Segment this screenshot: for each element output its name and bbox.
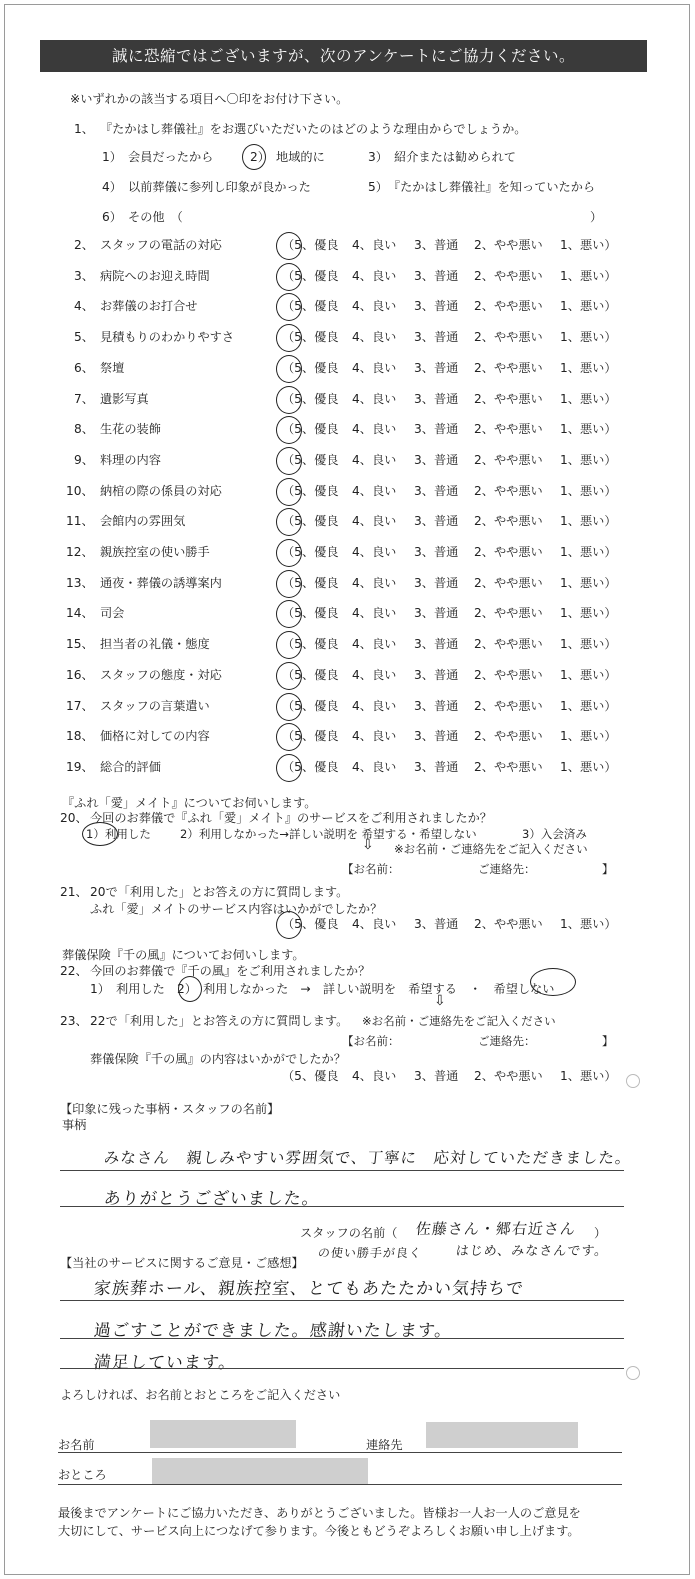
q20-option-1[interactable]: 1）利用した	[86, 827, 151, 841]
opinion-handwriting-2: 過ごすことができました。感謝いたします。	[92, 1321, 454, 1341]
rating-row-8-option-5[interactable]: （5、優良	[282, 422, 339, 437]
q1-number: 1、	[74, 122, 94, 136]
q1-option-3[interactable]: 3） 紹介または勧められて	[368, 150, 516, 164]
rating-choice-circle	[276, 447, 302, 475]
q20-number: 20、	[60, 811, 88, 825]
rating-row-4-option-4[interactable]: 4、良い	[352, 299, 397, 314]
q1-option-2[interactable]: 2） 地域的に	[250, 150, 325, 164]
q20-option-3[interactable]: 3）入会済み	[522, 827, 587, 841]
writing-line	[60, 1170, 624, 1171]
rating-row-10-option-4[interactable]: 4、良い	[352, 483, 397, 498]
q21-option-4[interactable]: 4、良い	[352, 917, 397, 931]
q23-number: 23、	[60, 1014, 88, 1028]
writing-line	[60, 1300, 624, 1301]
rating-row-13-option-2[interactable]: 2、やや悪い	[474, 575, 543, 590]
address-line	[58, 1484, 622, 1485]
rating-row-16-option-4[interactable]: 4、良い	[352, 667, 397, 682]
rating-row-11-option-5[interactable]: （5、優良	[282, 514, 339, 529]
punch-hole	[626, 1074, 640, 1088]
rating-row-16-option-1[interactable]: 1、悪い）	[560, 667, 617, 682]
q1-text: 『たかはし葬儀社』をお選びいただいたのはどのような理由からでしょうか。	[100, 122, 527, 136]
rating-row-8-option-1[interactable]: 1、悪い）	[560, 422, 617, 437]
rating-row-3-option-4[interactable]: 4、良い	[352, 268, 397, 283]
rating-row-13-option-4[interactable]: 4、良い	[352, 575, 397, 590]
rating-row-4-option-3[interactable]: 3、普通	[414, 299, 459, 314]
rating-question-label: スタッフの電話の対応	[100, 238, 222, 252]
rating-question-number: 8、	[74, 422, 94, 437]
rating-row-2-option-2[interactable]: 2、やや悪い	[474, 238, 543, 252]
staff-name-close: ）	[594, 1226, 607, 1240]
rating-row-11-option-4[interactable]: 4、良い	[352, 514, 397, 529]
rating-row-17-option-5[interactable]: （5、優良	[282, 698, 339, 713]
rating-row-14-option-4[interactable]: 4、良い	[352, 606, 397, 621]
rating-question-label: 遺影写真	[100, 391, 149, 406]
rating-row-4-option-1[interactable]: 1、悪い）	[560, 299, 617, 314]
contact-name-label: お名前	[58, 1438, 95, 1452]
rating-question-number: 19、	[66, 759, 94, 774]
rating-row-6-option-5[interactable]: （5、優良	[282, 360, 339, 375]
impression-heading: 【印象に残った事柄・スタッフの名前】	[60, 1102, 280, 1116]
rating-question-number: 7、	[74, 391, 94, 406]
rating-question-label: 生花の装飾	[100, 422, 161, 437]
rating-row-7-option-3[interactable]: 3、普通	[414, 391, 459, 406]
rating-row-6-option-3[interactable]: 3、普通	[414, 360, 459, 375]
rating-question-number: 12、	[66, 545, 94, 559]
opinion-handwriting-3: 満足しています。	[92, 1353, 238, 1373]
rating-row-9-option-4[interactable]: 4、良い	[352, 452, 397, 467]
q23-option-4[interactable]: 4、良い	[352, 1069, 397, 1083]
rating-row-10-option-2[interactable]: 2、やや悪い	[474, 483, 543, 498]
rating-row-6-option-4[interactable]: 4、良い	[352, 360, 397, 375]
q23-name-field[interactable]: 【お名前：	[342, 1034, 400, 1048]
rating-row-19-option-1[interactable]: 1、悪い）	[560, 759, 617, 774]
rating-row-14-option-5[interactable]: （5、優良	[282, 606, 339, 621]
rating-question-label: 親族控室の使い勝手	[100, 545, 210, 559]
rating-row-4-option-5[interactable]: （5、優良	[282, 299, 339, 314]
rating-row-17-option-2[interactable]: 2、やや悪い	[474, 698, 543, 713]
contact-phone-label: 連絡先	[366, 1438, 403, 1452]
rating-row-9-option-2[interactable]: 2、やや悪い	[474, 452, 543, 467]
q23-option-5[interactable]: （5、優良	[282, 1069, 339, 1083]
rating-row-17-option-1[interactable]: 1、悪い）	[560, 698, 617, 713]
q1-option-6-close: ）	[590, 210, 603, 224]
rating-row-12-option-1[interactable]: 1、悪い）	[560, 545, 617, 559]
contact-address-label: おところ	[58, 1468, 107, 1482]
address-redaction	[152, 1458, 368, 1484]
rating-choice-circle	[276, 355, 302, 383]
rating-choice-circle	[276, 416, 302, 444]
rating-row-12-option-5[interactable]: （5、優良	[282, 545, 339, 559]
q22-choice-circle-2	[530, 968, 576, 996]
opinion-handwriting-note-2: はじめ、みなさんです。	[455, 1244, 610, 1259]
impression-handwriting-1: みなさん 親しみやすい雰囲気で、丁寧に 応対していただきました。	[102, 1149, 633, 1167]
writing-line	[60, 1338, 624, 1339]
rating-row-18-option-2[interactable]: 2、やや悪い	[474, 729, 543, 744]
rating-row-2-option-3[interactable]: 3、普通	[414, 238, 459, 252]
rating-row-15-option-5[interactable]: （5、優良	[282, 637, 339, 652]
rating-question-label: 会館内の雰囲気	[100, 514, 186, 529]
rating-question-number: 2、	[74, 238, 94, 252]
q22-choice-circle	[178, 976, 202, 1002]
footer-line-2: 大切にして、サービス向上につなげて参ります。今後ともどうぞよろしくお願い申し上げます。	[58, 1524, 580, 1538]
rating-choice-circle	[276, 631, 302, 659]
q21-text-2: ふれ「愛」メイトのサービス内容はいかがでしたか？	[90, 902, 383, 916]
rating-row-6-option-2[interactable]: 2、やや悪い	[474, 360, 543, 375]
rating-question-number: 18、	[66, 729, 94, 744]
rating-row-18-option-5[interactable]: （5、優良	[282, 729, 339, 744]
rating-row-17-option-4[interactable]: 4、良い	[352, 698, 397, 713]
rating-question-number: 11、	[66, 514, 94, 529]
rating-choice-circle	[276, 478, 302, 506]
rating-row-5-option-1[interactable]: 1、悪い）	[560, 330, 617, 345]
contact-prompt: よろしければ、お名前とおところをご記入ください	[60, 1388, 341, 1402]
name-line	[58, 1452, 622, 1453]
rating-question-number: 5、	[74, 330, 94, 345]
rating-choice-circle	[276, 662, 302, 690]
q20-choice-circle	[82, 822, 118, 846]
rating-row-7-option-2[interactable]: 2、やや悪い	[474, 391, 543, 406]
q20-text: 今回のお葬儀で『ふれ「愛」メイト』のサービスをご利用されましたか？	[90, 811, 492, 825]
rating-question-label: スタッフの言葉遣い	[100, 698, 210, 713]
rating-question-label: 病院へのお迎え時間	[100, 268, 210, 283]
rating-row-12-option-4[interactable]: 4、良い	[352, 545, 397, 559]
rating-row-10-option-3[interactable]: 3、普通	[414, 483, 459, 498]
rating-row-13-option-5[interactable]: （5、優良	[282, 575, 339, 590]
opinion-handwriting-1: 家族葬ホール、親族控室、とてもあたたかい気持ちで	[92, 1279, 525, 1299]
rating-row-8-option-3[interactable]: 3、普通	[414, 422, 459, 437]
rating-row-19-option-5[interactable]: （5、優良	[282, 759, 339, 774]
q23-option-1[interactable]: 1、悪い）	[560, 1069, 617, 1083]
rating-choice-circle	[276, 754, 302, 782]
q20-note: ※お名前・ご連絡先をご記入ください	[394, 842, 588, 856]
writing-line	[60, 1368, 624, 1369]
rating-question-number: 16、	[66, 667, 94, 682]
q21-option-2[interactable]: 2、やや悪い	[474, 917, 543, 931]
rating-question-label: お葬儀のお打合せ	[100, 299, 198, 314]
rating-question-number: 3、	[74, 268, 94, 283]
rating-row-14-option-3[interactable]: 3、普通	[414, 606, 459, 621]
q20-option-2[interactable]: 2）利用しなかった→詳しい説明を 希望する・希望しない	[180, 827, 477, 841]
rating-row-3-option-5[interactable]: （5、優良	[282, 268, 339, 283]
rating-question-label: スタッフの態度・対応	[100, 667, 222, 682]
rating-choice-circle	[276, 693, 302, 721]
impression-handwriting-2: ありがとうございました。	[102, 1189, 321, 1209]
rating-choice-circle	[276, 386, 302, 414]
rating-choice-circle	[276, 570, 302, 598]
rating-question-label: 祭壇	[100, 360, 125, 375]
rating-row-2-option-5[interactable]: （5、優良	[282, 238, 339, 252]
rating-row-3-option-1[interactable]: 1、悪い）	[560, 268, 617, 283]
rating-row-15-option-4[interactable]: 4、良い	[352, 637, 397, 652]
rating-question-number: 13、	[66, 575, 94, 590]
q20-name-field[interactable]: 【お名前：	[342, 862, 400, 876]
punch-hole	[626, 1366, 640, 1380]
rating-question-label: 納棺の際の係員の対応	[100, 483, 222, 498]
rating-question-number: 10、	[66, 483, 94, 498]
q1-choice-circle	[242, 144, 266, 170]
rating-row-19-option-4[interactable]: 4、良い	[352, 759, 397, 774]
rating-question-number: 4、	[74, 299, 94, 314]
q1-option-4[interactable]: 4） 以前葬儀に参列し印象が良かった	[102, 180, 311, 194]
footer-line-1: 最後までアンケートにご協力いただき、ありがとうございました。皆様お一人お一人のご意見を	[58, 1506, 581, 1520]
rating-row-2-option-1[interactable]: 1、悪い）	[560, 238, 617, 252]
q20-bracket-close: 】	[602, 862, 614, 876]
rating-row-18-option-4[interactable]: 4、良い	[352, 729, 397, 744]
instruction-text: ※いずれかの該当する項目へ〇印をお付け下さい。	[70, 92, 349, 106]
q21-text: 20で「利用した」とお答えの方に質問します。	[90, 885, 349, 899]
q22-arrow: ⇩	[434, 993, 446, 1009]
rating-row-8-option-4[interactable]: 4、良い	[352, 422, 397, 437]
rating-row-7-option-1[interactable]: 1、悪い）	[560, 391, 617, 406]
q23-option-2[interactable]: 2、やや悪い	[474, 1069, 543, 1083]
rating-row-12-option-3[interactable]: 3、普通	[414, 545, 459, 559]
q23-bracket-close: 】	[602, 1034, 614, 1048]
rating-question-number: 15、	[66, 637, 94, 652]
rating-row-8-option-2[interactable]: 2、やや悪い	[474, 422, 543, 437]
rating-question-number: 6、	[74, 360, 94, 375]
rating-row-5-option-5[interactable]: （5、優良	[282, 330, 339, 345]
rating-choice-circle	[276, 263, 302, 291]
impression-subheading: 事柄	[62, 1118, 87, 1132]
rating-choice-circle	[276, 232, 302, 260]
rating-row-12-option-2[interactable]: 2、やや悪い	[474, 545, 543, 559]
phone-redaction	[426, 1422, 578, 1448]
survey-banner: 誠に恐縮ではございますが、次のアンケートにご協力ください。	[40, 40, 647, 72]
rating-row-11-option-3[interactable]: 3、普通	[414, 514, 459, 529]
q1-option-6[interactable]: 6） その他 （	[102, 210, 183, 224]
staff-name-label: スタッフの名前（	[300, 1226, 398, 1240]
rating-row-7-option-4[interactable]: 4、良い	[352, 391, 397, 406]
rating-row-16-option-5[interactable]: （5、優良	[282, 667, 339, 682]
q20-contact-field[interactable]: ご連絡先：	[478, 862, 536, 876]
senkaze-heading: 葬儀保険『千の風』についてお伺いします。	[62, 948, 305, 962]
writing-line	[60, 1206, 624, 1207]
q21-number: 21、	[60, 885, 88, 899]
rating-question-number: 17、	[66, 698, 94, 713]
rating-row-11-option-1[interactable]: 1、悪い）	[560, 514, 617, 529]
rating-question-label: 司会	[100, 606, 125, 621]
rating-row-15-option-2[interactable]: 2、やや悪い	[474, 637, 543, 652]
rating-question-number: 14、	[66, 606, 94, 621]
q23-text-2: 葬儀保険『千の風』の内容はいかがでしたか？	[90, 1052, 346, 1066]
q23-text: 22で「利用した」とお答えの方に質問します。	[90, 1014, 349, 1028]
q21-option-1[interactable]: 1、悪い）	[560, 917, 617, 931]
q22-number: 22、	[60, 964, 88, 978]
rating-row-16-option-2[interactable]: 2、やや悪い	[474, 667, 543, 682]
q22-text: 今回のお葬儀で『千の風』をご利用されましたか？	[90, 964, 371, 978]
rating-row-15-option-3[interactable]: 3、普通	[414, 637, 459, 652]
q1-option-5[interactable]: 5） 『たかはし葬儀社』を知っていたから	[368, 180, 596, 194]
rating-row-10-option-5[interactable]: （5、優良	[282, 483, 339, 498]
opinion-handwriting-note: の使い勝手が良く	[317, 1246, 423, 1260]
rating-row-10-option-1[interactable]: 1、悪い）	[560, 483, 617, 498]
rating-row-18-option-1[interactable]: 1、悪い）	[560, 729, 617, 744]
rating-row-13-option-1[interactable]: 1、悪い）	[560, 575, 617, 590]
rating-question-label: 料理の内容	[100, 452, 161, 467]
rating-row-7-option-5[interactable]: （5、優良	[282, 391, 339, 406]
q21-choice-circle	[276, 911, 302, 939]
rating-row-19-option-3[interactable]: 3、普通	[414, 759, 459, 774]
q23-option-3[interactable]: 3、普通	[414, 1069, 459, 1083]
q23-note: ※お名前・ご連絡先をご記入ください	[362, 1014, 556, 1028]
q23-contact-field[interactable]: ご連絡先：	[478, 1034, 536, 1048]
opinion-heading: 【当社のサービスに関するご意見・ご感想】	[60, 1256, 304, 1270]
rating-row-11-option-2[interactable]: 2、やや悪い	[474, 514, 543, 529]
q21-option-3[interactable]: 3、普通	[414, 917, 459, 931]
rating-row-14-option-2[interactable]: 2、やや悪い	[474, 606, 543, 621]
rating-question-number: 9、	[74, 452, 94, 467]
rating-row-5-option-4[interactable]: 4、良い	[352, 330, 397, 345]
rating-row-5-option-2[interactable]: 2、やや悪い	[474, 330, 543, 345]
rating-question-label: 通夜・葬儀の誘導案内	[100, 575, 222, 590]
rating-row-15-option-1[interactable]: 1、悪い）	[560, 637, 617, 652]
rating-row-14-option-1[interactable]: 1、悪い）	[560, 606, 617, 621]
q21-option-5[interactable]: （5、優良	[282, 917, 339, 931]
rating-question-label: 価格に対しての内容	[100, 729, 210, 744]
rating-question-label: 総合的評価	[100, 759, 161, 774]
rating-row-13-option-3[interactable]: 3、普通	[414, 575, 459, 590]
rating-question-label: 見積もりのわかりやすさ	[100, 330, 235, 345]
rating-row-6-option-1[interactable]: 1、悪い）	[560, 360, 617, 375]
rating-choice-circle	[276, 723, 302, 751]
rating-choice-circle	[276, 324, 302, 352]
rating-row-4-option-2[interactable]: 2、やや悪い	[474, 299, 543, 314]
staff-name-handwriting: 佐藤さん・郷右近さん	[415, 1220, 577, 1238]
rating-row-19-option-2[interactable]: 2、やや悪い	[474, 759, 543, 774]
q1-option-1[interactable]: 1） 会員だったから	[102, 150, 214, 164]
rating-question-label: 担当者の礼儀・態度	[100, 637, 210, 652]
rating-row-18-option-3[interactable]: 3、普通	[414, 729, 459, 744]
rating-row-5-option-3[interactable]: 3、普通	[414, 330, 459, 345]
rating-row-9-option-5[interactable]: （5、優良	[282, 452, 339, 467]
rating-row-17-option-3[interactable]: 3、普通	[414, 698, 459, 713]
furei-heading: 『ふれ「愛」メイト』についてお伺いします。	[62, 796, 317, 810]
rating-row-2-option-4[interactable]: 4、良い	[352, 238, 397, 252]
rating-row-9-option-3[interactable]: 3、普通	[414, 452, 459, 467]
q22-options[interactable]: 1） 利用した 2） 利用しなかった → 詳しい説明を 希望する ・ 希望しない	[90, 982, 555, 996]
rating-row-3-option-3[interactable]: 3、普通	[414, 268, 459, 283]
rating-row-3-option-2[interactable]: 2、やや悪い	[474, 268, 543, 283]
rating-choice-circle	[276, 539, 302, 567]
rating-row-9-option-1[interactable]: 1、悪い）	[560, 452, 617, 467]
q20-arrow: ⇩	[362, 837, 374, 853]
name-redaction	[150, 1420, 296, 1448]
rating-row-16-option-3[interactable]: 3、普通	[414, 667, 459, 682]
